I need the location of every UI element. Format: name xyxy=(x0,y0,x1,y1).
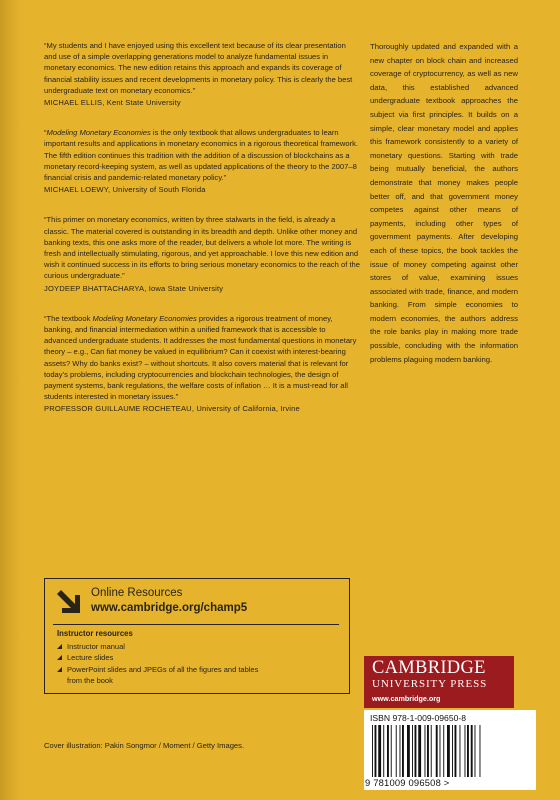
endorsement-text: “This primer on monetary economics, written by three stalwarts in the field, is already a classic. The material covered is outstanding in its breadth and depth. Unlike other money and banking texts, this one asks more of the reader, but delivers a whole lot more. The writing is fresh and intellectually stimulating, rigorous, and yet approachable. I love this new edition and wish it continued success in its efforts to bring serious monetary economics to the reach of the curious undergraduate.” xyxy=(44,215,361,281)
barcode-bar xyxy=(378,725,381,777)
isbn-label: ISBN 978-1-009-09650-8 xyxy=(370,713,467,723)
barcode-bar xyxy=(436,725,438,777)
list-item xyxy=(57,664,258,675)
barcode-bar xyxy=(415,725,417,777)
barcode-bar xyxy=(396,725,397,777)
publisher-press: UNIVERSITY PRESS xyxy=(372,678,488,690)
resources-list xyxy=(57,641,258,686)
list-item xyxy=(57,652,258,663)
resources-url[interactable]: www.cambridge.org/champ5 xyxy=(91,602,248,614)
endorsement-text: “Modeling Monetary Economies is the only textbook that allows undergraduates to learn important results and applications in monetary economics in a rigorous theoretical framework. The fifth edition continues this tradition with the addition of a discussion of blockchains as a monetary record-keeping system, as well as updated applications of the theory to the 2007–8 financial crisis and pandemic-related monetary policy.” xyxy=(44,128,359,183)
barcode-bar xyxy=(383,725,384,777)
list-item-label: Lecture slides xyxy=(67,653,114,663)
barcode-bar xyxy=(387,725,389,777)
endorser-name: MICHAEL ELLIS xyxy=(44,98,103,108)
barcode-bars xyxy=(370,725,530,777)
endorsement-text: “The textbook Modeling Monetary Economies provides a rigorous treatment of money, banking, and financial intermediation within a unified framework that is accessible to advanced undergraduate students. It addresses the most fundamental questions in monetary theory – e.g., Can fiat money be valued in equilibrium? Can it coexist with interest-bearing assets? Why do banks exist? – without shortcuts. It also covers material that is relevant for today’s problems, including cryptocurrencies and blockchain technologies, the design of payment systems, bank regulations, the welfare costs of inflation … It is a must-read for all students interested in monetary issues.” xyxy=(44,313,357,402)
barcode-bar xyxy=(372,725,373,777)
triangle-bullet-icon xyxy=(57,655,62,660)
barcode-bar xyxy=(475,725,476,777)
barcode-bar xyxy=(471,725,473,777)
endorsements xyxy=(44,40,360,434)
list-item xyxy=(57,641,258,652)
book-description xyxy=(370,40,518,366)
barcode-bar xyxy=(440,725,441,777)
endorsement-attribution: JOYDEEP BHATTACHARYA, Iowa State University xyxy=(44,283,224,293)
endorsement-attribution: MICHAEL LOEWY, University of South Florida xyxy=(44,185,206,195)
endorsement xyxy=(44,313,360,415)
barcode-bar xyxy=(447,725,450,777)
endorsement xyxy=(44,40,360,108)
publisher-name: CAMBRIDGE xyxy=(372,658,486,678)
endorser-name: MICHAEL LOEWY xyxy=(44,185,108,195)
resources-divider xyxy=(53,624,339,625)
cover-credit: Cover illustration: Pakin Songmor / Moment / Getty Images. xyxy=(44,741,245,750)
barcode-bar xyxy=(427,725,429,777)
endorsement-attribution: MICHAEL ELLIS, Kent State University xyxy=(44,98,181,108)
endorser-name: PROFESSOR GUILLAUME ROCHETEAU xyxy=(44,404,192,414)
barcode-bar xyxy=(431,725,432,777)
arrow-down-right-icon xyxy=(54,587,84,617)
barcode-bar xyxy=(455,725,457,777)
resources-title: Online Resources xyxy=(91,587,183,599)
triangle-bullet-icon xyxy=(57,667,62,672)
barcode-bar xyxy=(391,725,392,777)
endorsement xyxy=(44,127,360,195)
barcode-bar xyxy=(400,725,401,777)
endorser-affiliation: Kent State University xyxy=(106,98,181,108)
list-item-continuation: from the book xyxy=(67,675,113,685)
endorser-affiliation: Iowa State University xyxy=(148,283,224,293)
publisher-logo xyxy=(364,656,514,708)
barcode-bar xyxy=(425,725,426,777)
barcode-bar xyxy=(467,725,469,777)
spine-edge xyxy=(0,0,22,800)
description-text: Thoroughly updated and expanded with a new chapter on block chain and increased coverage of cryptocurrency, as well as new data, this established advanced undergraduate textbook approaches the subject via first principles. It builds on a simple, clear monetary model and applies this framework consistently to a variety of monetary questions. Starting with trade being mutually beneficial, the authors demonstrate that money makes people better off, and that government money competes against other means of payments, including other types of government payments. After developing each of these topics, the book tackles the issue of money competing against other stores of value, examining issues associated with trade, finance, and modern banking. From simple economies to modern economies, the authors address the role banks play in making more trade possible, concluding with the information problems plaguing modern banking. xyxy=(370,42,518,364)
barcode-digits: 9 781009 096508 > xyxy=(365,777,450,788)
isbn-barcode xyxy=(364,710,536,790)
barcode-bar xyxy=(452,725,453,777)
endorsement-attribution: PROFESSOR GUILLAUME ROCHETEAU, University of California, Irvine xyxy=(44,404,300,414)
barcode-bar xyxy=(375,725,377,777)
barcode-bar xyxy=(443,725,444,777)
endorser-affiliation: University of South Florida xyxy=(112,185,206,195)
barcode-bar xyxy=(407,725,410,777)
barcode-bar xyxy=(480,725,481,777)
list-item-label: Instructor manual xyxy=(67,642,125,651)
endorser-affiliation: University of California, Irvine xyxy=(196,404,300,414)
barcode-bar xyxy=(402,725,404,777)
triangle-bullet-icon xyxy=(57,644,62,649)
online-resources-box xyxy=(44,578,350,694)
endorser-name: JOYDEEP BHATTACHARYA xyxy=(44,283,145,293)
resources-subtitle: Instructor resources xyxy=(57,629,133,638)
endorsement-text: “My students and I have enjoyed using this excellent text because of its clear presentation and use of a simple overlapping generations model to analyze fundamental issues in monetary economics. The new edition retains this approach and expands its coverage of financial stability issues and recent developments in monetary policy. This is clearly the best undergraduate text on monetary economics.” xyxy=(44,41,353,95)
list-item-label: PowerPoint slides and JPEGs of all the figures and tables xyxy=(67,664,259,674)
publisher-url: www.cambridge.org xyxy=(372,694,441,703)
barcode-bar xyxy=(465,725,466,777)
barcode-bar xyxy=(412,725,413,777)
barcode-bar xyxy=(460,725,461,777)
barcode-bar xyxy=(418,725,421,777)
endorsement xyxy=(44,214,360,293)
